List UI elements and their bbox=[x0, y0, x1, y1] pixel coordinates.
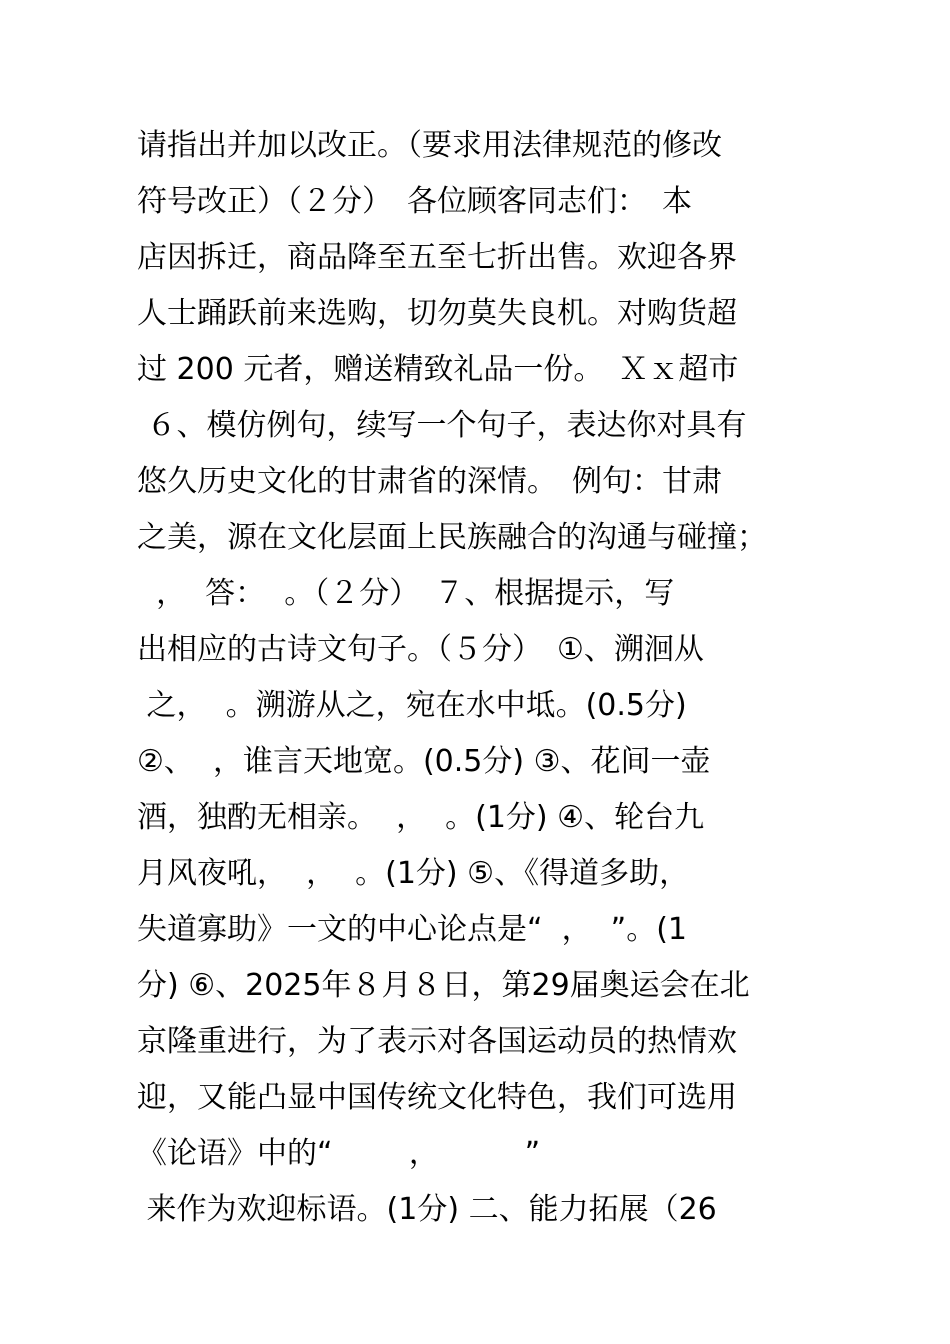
text-line: 之， 。溯游从之，宛在水中坻。(0.5分) bbox=[137, 688, 687, 723]
document-body bbox=[137, 118, 837, 1238]
text-line: 京隆重进行，为了表示对各国运动员的热情欢 bbox=[137, 1024, 737, 1059]
text-line: 悠久历史文化的甘肃省的深情。 例句：甘肃 bbox=[137, 464, 722, 499]
text-line: 之美，源在文化层面上民族融合的沟通与碰撞； bbox=[137, 520, 767, 555]
text-line: 人士踊跃前来选购，切勿莫失良机。对购货超 bbox=[137, 296, 737, 331]
text-line: ６、模仿例句，续写一个句子，表达你对具有 bbox=[137, 408, 747, 443]
text-line: 酒，独酌无相亲。 ， 。(1分) ④、轮台九 bbox=[137, 800, 705, 835]
text-line: 出相应的古诗文句子。（５分） ①、溯洄从 bbox=[137, 632, 704, 667]
text-line: 来作为欢迎标语。(1分) 二、能力拓展（26 bbox=[137, 1192, 717, 1227]
text-line: 月风夜吼， ， 。(1分) ⑤、《得道多助， bbox=[137, 856, 690, 891]
text-line: 分) ⑥、2025年８月８日，第29届奥运会在北 bbox=[137, 968, 750, 1003]
text-line: 店因拆迁，商品降至五至七折出售。欢迎各界 bbox=[137, 240, 737, 275]
text-line: 过 200 元者，赠送精致礼品一份。 Ｘｘ超市 bbox=[137, 352, 739, 387]
text-line: 迎，又能凸显中国传统文化特色，我们可选用 bbox=[137, 1080, 737, 1115]
text-line: ②、 ，谁言天地宽。(0.5分) ③、花间一壶 bbox=[137, 744, 711, 779]
text-line: 失道寡助》一文的中心论点是“ ， ”。(1 bbox=[137, 912, 688, 947]
text-line: 请指出并加以改正。（要求用法律规范的修改 bbox=[137, 128, 722, 163]
text-line: 《论语》中的“ ， ” bbox=[137, 1136, 541, 1171]
text-line: ， 答： 。（２分） ７、根据提示，写 bbox=[137, 576, 675, 611]
text-line: 符号改正）（２分） 各位顾客同志们： 本 bbox=[137, 184, 692, 219]
